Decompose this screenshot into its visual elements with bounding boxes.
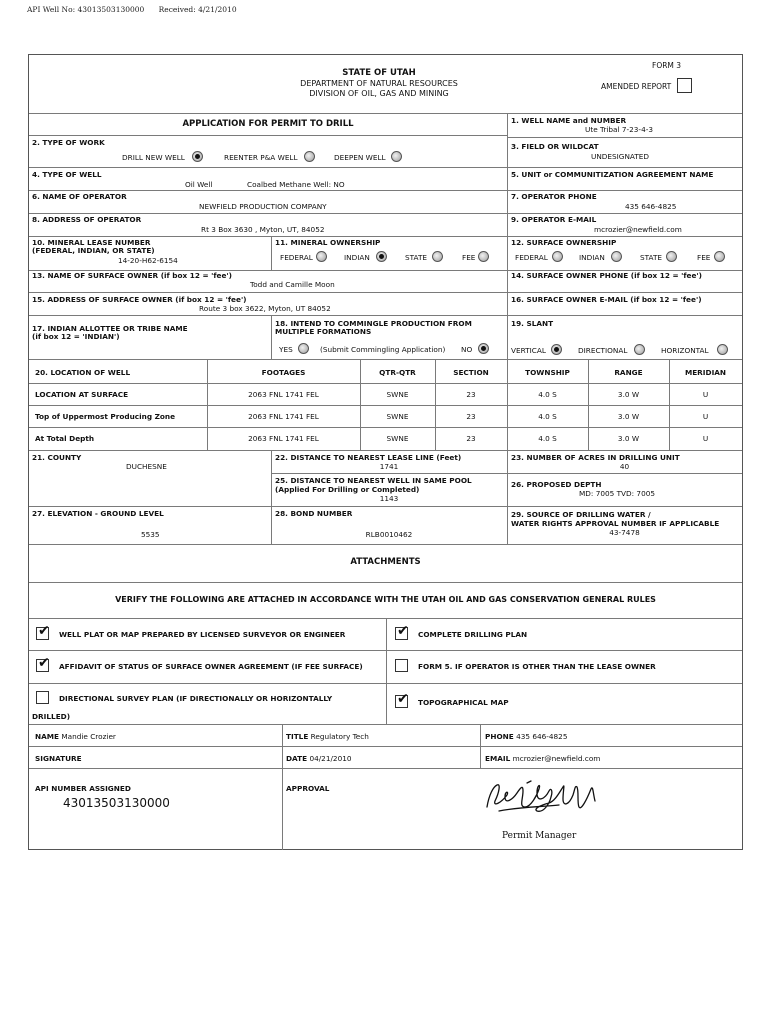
surface-owner-label: 13. NAME OF SURFACE OWNER (if box 12 = 'fee'): [32, 271, 232, 280]
surface-ownership-label: 12. SURFACE OWNERSHIP: [511, 238, 617, 247]
name-value: Mandie Crozier: [61, 732, 116, 741]
directional-survey-label-cont: DRILLED): [32, 712, 71, 721]
form5-label: FORM 5. IF OPERATOR IS OTHER THAN THE LEASE OWNER: [418, 662, 656, 671]
signature-label: SIGNATURE: [35, 754, 82, 763]
surface-federal-radio[interactable]: [552, 251, 563, 262]
location-header-meridian: MERIDIAN: [684, 368, 727, 377]
drilling-plan-label: COMPLETE DRILLING PLAN: [418, 630, 528, 639]
type-of-work-label: 2. TYPE OF WORK: [32, 138, 105, 147]
field-label: 3. FIELD OR WILDCAT: [511, 142, 599, 151]
table-cell: SWNE: [386, 434, 409, 443]
unit-agreement-label: 5. UNIT or COMMUNITIZATION AGREEMENT NAME: [511, 170, 714, 179]
table-cell: U: [702, 390, 709, 399]
work-option-reenter: REENTER P&A WELL: [224, 153, 298, 162]
operator-email-value: mcrozier@newfield.com: [594, 225, 682, 234]
mineral-indian-radio[interactable]: [376, 251, 387, 262]
table-cell: 3.0 W: [617, 390, 640, 399]
surface-indian-label: INDIAN: [579, 253, 605, 262]
division-title: DIVISION OF OIL, GAS AND MINING: [309, 89, 449, 98]
approval-label: APPROVAL: [286, 784, 330, 793]
table-row-label: LOCATION AT SURFACE: [35, 390, 129, 399]
table-row-label: Top of Uppermost Producing Zone: [35, 412, 176, 421]
api-number-value: 43013503130000: [63, 796, 170, 810]
surface-fee-label: FEE: [697, 253, 711, 262]
lease-line-label: 22. DISTANCE TO NEAREST LEASE LINE (Feet): [275, 453, 462, 462]
drilling-plan-checkbox[interactable]: [395, 623, 409, 640]
slant-horizontal-radio[interactable]: [717, 344, 728, 355]
amended-report-label: AMENDED REPORT: [601, 82, 672, 91]
check-mark-icon: ✔: [397, 623, 409, 639]
email-field: EMAIL mcrozier@newfield.com: [485, 754, 601, 763]
water-rights-label: WATER RIGHTS APPROVAL NUMBER IF APPLICABLE: [511, 519, 720, 528]
mineral-federal-label: FEDERAL: [280, 253, 313, 262]
application-title: APPLICATION FOR PERMIT TO DRILL: [182, 119, 354, 129]
surface-owner-value: Todd and Camille Moon: [250, 280, 335, 289]
table-cell: 3.0 W: [617, 434, 640, 443]
elevation-value: 5535: [141, 530, 160, 539]
operator-address-label: 8. ADDRESS OF OPERATOR: [32, 215, 142, 224]
surface-state-label: STATE: [640, 253, 663, 262]
nearest-well-label: 25. DISTANCE TO NEAREST WELL IN SAME POOL: [275, 476, 472, 485]
topographical-map-label: TOPOGRAPHICAL MAP: [418, 698, 509, 707]
type-of-well-label: 4. TYPE OF WELL: [32, 170, 102, 179]
table-cell: U: [702, 412, 709, 421]
location-header-well: 20. LOCATION OF WELL: [35, 368, 131, 377]
commingle-no-radio[interactable]: [478, 343, 489, 354]
bond-number-label: 28. BOND NUMBER: [275, 509, 353, 518]
table-cell: SWNE: [386, 390, 409, 399]
date-value: 04/21/2010: [309, 754, 352, 763]
mineral-fee-label: FEE: [462, 253, 476, 262]
location-header-range: RANGE: [614, 368, 643, 377]
location-header-section: SECTION: [453, 368, 489, 377]
topographical-map-checkbox[interactable]: [395, 691, 409, 708]
surface-indian-radio[interactable]: [611, 251, 622, 262]
table-cell: 2063 FNL 1741 FEL: [248, 434, 319, 443]
table-cell: 23: [466, 434, 476, 443]
nearest-well-sublabel: (Applied For Drilling or Completed): [275, 485, 420, 494]
field-value: UNDESIGNATED: [591, 152, 650, 161]
check-mark-icon: ✔: [38, 655, 50, 671]
email-value: mcrozier@newfield.com: [512, 754, 601, 763]
work-option-deepen: DEEPEN WELL: [334, 153, 386, 162]
reenter-well-radio[interactable]: [304, 151, 315, 162]
state-title: STATE OF UTAH: [342, 68, 416, 78]
deepen-well-radio[interactable]: [391, 151, 402, 162]
table-cell: SWNE: [386, 412, 409, 421]
approval-signature: [479, 777, 609, 819]
operator-name-value: NEWFIELD PRODUCTION COMPANY: [199, 202, 327, 211]
title-value: Regulatory Tech: [310, 732, 369, 741]
table-cell: 4.0 S: [538, 434, 557, 443]
surface-owner-email-label: 16. SURFACE OWNER E-MAIL (if box 12 = 'fee'): [511, 295, 702, 304]
operator-phone-label: 7. OPERATOR PHONE: [511, 192, 597, 201]
date-field: DATE 04/21/2010: [286, 754, 352, 763]
location-header-footages: FOOTAGES: [261, 368, 306, 377]
indian-allottee-sublabel: (if box 12 = 'INDIAN'): [32, 332, 120, 341]
mineral-indian-label: INDIAN: [344, 253, 370, 262]
table-cell: 23: [466, 390, 476, 399]
well-plat-label: WELL PLAT OR MAP PREPARED BY LICENSED SURVEYOR OR ENGINEER: [59, 630, 346, 639]
phone-value: 435 646-4825: [516, 732, 568, 741]
table-cell: 2063 FNL 1741 FEL: [248, 412, 319, 421]
bond-number-value: RLB0010462: [365, 530, 413, 539]
amended-report-checkbox[interactable]: [677, 78, 692, 93]
mineral-lease-sublabel: (FEDERAL, INDIAN, OR STATE): [32, 246, 155, 255]
surface-owner-address-value: Route 3 box 3622, Myton, UT 84052: [199, 304, 331, 313]
table-cell: 23: [466, 412, 476, 421]
commingle-label: 18. INTEND TO COMMINGLE PRODUCTION FROM: [275, 319, 472, 328]
mineral-federal-radio[interactable]: [316, 251, 327, 262]
department-title: DEPARTMENT OF NATURAL RESOURCES: [300, 79, 458, 88]
mineral-ownership-label: 11. MINERAL OWNERSHIP: [275, 238, 381, 247]
phone-field: PHONE 435 646-4825: [485, 732, 568, 741]
affidavit-checkbox[interactable]: [36, 655, 50, 672]
operator-address-value: Rt 3 Box 3630 , Myton, UT, 84052: [201, 225, 325, 234]
table-cell: U: [702, 434, 709, 443]
table-cell: 4.0 S: [538, 412, 557, 421]
check-mark-icon: ✔: [397, 691, 409, 707]
acres-label: 23. NUMBER OF ACRES IN DRILLING UNIT: [511, 453, 680, 462]
commingle-yes-label: YES: [279, 345, 293, 354]
county-label: 21. COUNTY: [32, 453, 82, 462]
nearest-well-value: 1143: [379, 494, 399, 503]
commingle-yes-radio[interactable]: [298, 343, 309, 354]
operator-phone-value: 435 646-4825: [625, 202, 677, 211]
location-header-township: TOWNSHIP: [525, 368, 570, 377]
elevation-label: 27. ELEVATION - GROUND LEVEL: [32, 509, 164, 518]
type-of-well-value: Oil Well: [185, 180, 213, 189]
directional-survey-checkbox[interactable]: [36, 691, 49, 704]
work-option-drill-new: DRILL NEW WELL: [122, 153, 185, 162]
received-line: API Well No: 43013503130000 Received: 4/21/2010: [27, 5, 237, 14]
operator-email-label: 9. OPERATOR E-MAIL: [511, 215, 597, 224]
form5-checkbox[interactable]: [395, 659, 408, 672]
api-number-label: API NUMBER ASSIGNED: [35, 784, 131, 793]
slant-vertical-radio[interactable]: [551, 344, 562, 355]
mineral-state-radio[interactable]: [432, 251, 443, 262]
mineral-lease-label: 10. MINERAL LEASE NUMBER: [32, 238, 151, 247]
well-name-value: Ute Tribal 7-23-4-3: [585, 125, 653, 134]
drill-new-well-radio[interactable]: [192, 151, 203, 162]
name-field: NAME Mandie Crozier: [35, 732, 116, 741]
location-header-qtr: QTR-QTR: [379, 368, 416, 377]
surface-state-radio[interactable]: [666, 251, 677, 262]
surface-owner-phone-label: 14. SURFACE OWNER PHONE (if box 12 = 'fee'): [511, 271, 702, 280]
mineral-lease-value: 14-20-H62-6154: [118, 256, 178, 265]
commingle-note: (Submit Commingling Application): [320, 345, 446, 354]
water-source-label: 29. SOURCE OF DRILLING WATER /: [511, 510, 651, 519]
slant-label: 19. SLANT: [511, 319, 554, 328]
slant-vertical-label: VERTICAL: [511, 346, 546, 355]
commingle-no-label: NO: [461, 345, 473, 354]
directional-survey-label: DIRECTIONAL SURVEY PLAN (IF DIRECTIONALLY OR HORIZONTALLY: [59, 694, 333, 703]
proposed-depth-value: MD: 7005 TVD: 7005: [579, 489, 655, 498]
affidavit-label: AFFIDAVIT OF STATUS OF SURFACE OWNER AGREEMENT (IF FEE SURFACE): [59, 662, 363, 671]
check-mark-icon: ✔: [38, 623, 50, 639]
attachments-title: ATTACHMENTS: [350, 557, 421, 567]
county-value: DUCHESNE: [126, 462, 167, 471]
proposed-depth-label: 26. PROPOSED DEPTH: [511, 480, 602, 489]
acres-value: 40: [619, 462, 630, 471]
table-row-label: At Total Depth: [35, 434, 95, 443]
water-rights-value: 43-7478: [609, 528, 640, 537]
table-cell: 2063 FNL 1741 FEL: [248, 390, 319, 399]
table-cell: 4.0 S: [538, 390, 557, 399]
table-cell: 3.0 W: [617, 412, 640, 421]
attachments-verify-text: VERIFY THE FOLLOWING ARE ATTACHED IN ACCORDANCE WITH THE UTAH OIL AND GAS CONSERVATION GENERAL RULES: [115, 595, 656, 604]
operator-name-label: 6. NAME OF OPERATOR: [32, 192, 127, 201]
surface-fee-radio[interactable]: [714, 251, 725, 262]
permit-manager-label: Permit Manager: [502, 831, 577, 841]
commingle-sublabel: MULTIPLE FORMATIONS: [275, 327, 372, 336]
slant-directional-radio[interactable]: [634, 344, 645, 355]
mineral-fee-radio[interactable]: [478, 251, 489, 262]
well-plat-checkbox[interactable]: [36, 623, 50, 640]
slant-directional-label: DIRECTIONAL: [578, 346, 628, 355]
surface-owner-address-label: 15. ADDRESS OF SURFACE OWNER (if box 12 = 'fee'): [32, 295, 247, 304]
permit-form: [28, 54, 743, 850]
mineral-state-label: STATE: [405, 253, 428, 262]
indian-allottee-label: 17. INDIAN ALLOTTEE OR TRIBE NAME: [32, 324, 188, 333]
form-number: FORM 3: [652, 61, 682, 70]
title-field: TITLE Regulatory Tech: [286, 732, 369, 741]
lease-line-value: 1741: [379, 462, 399, 471]
surface-federal-label: FEDERAL: [515, 253, 548, 262]
coalbed-methane-value: Coalbed Methane Well: NO: [247, 180, 345, 189]
slant-horizontal-label: HORIZONTAL: [661, 346, 709, 355]
well-name-label: 1. WELL NAME and NUMBER: [511, 116, 627, 125]
